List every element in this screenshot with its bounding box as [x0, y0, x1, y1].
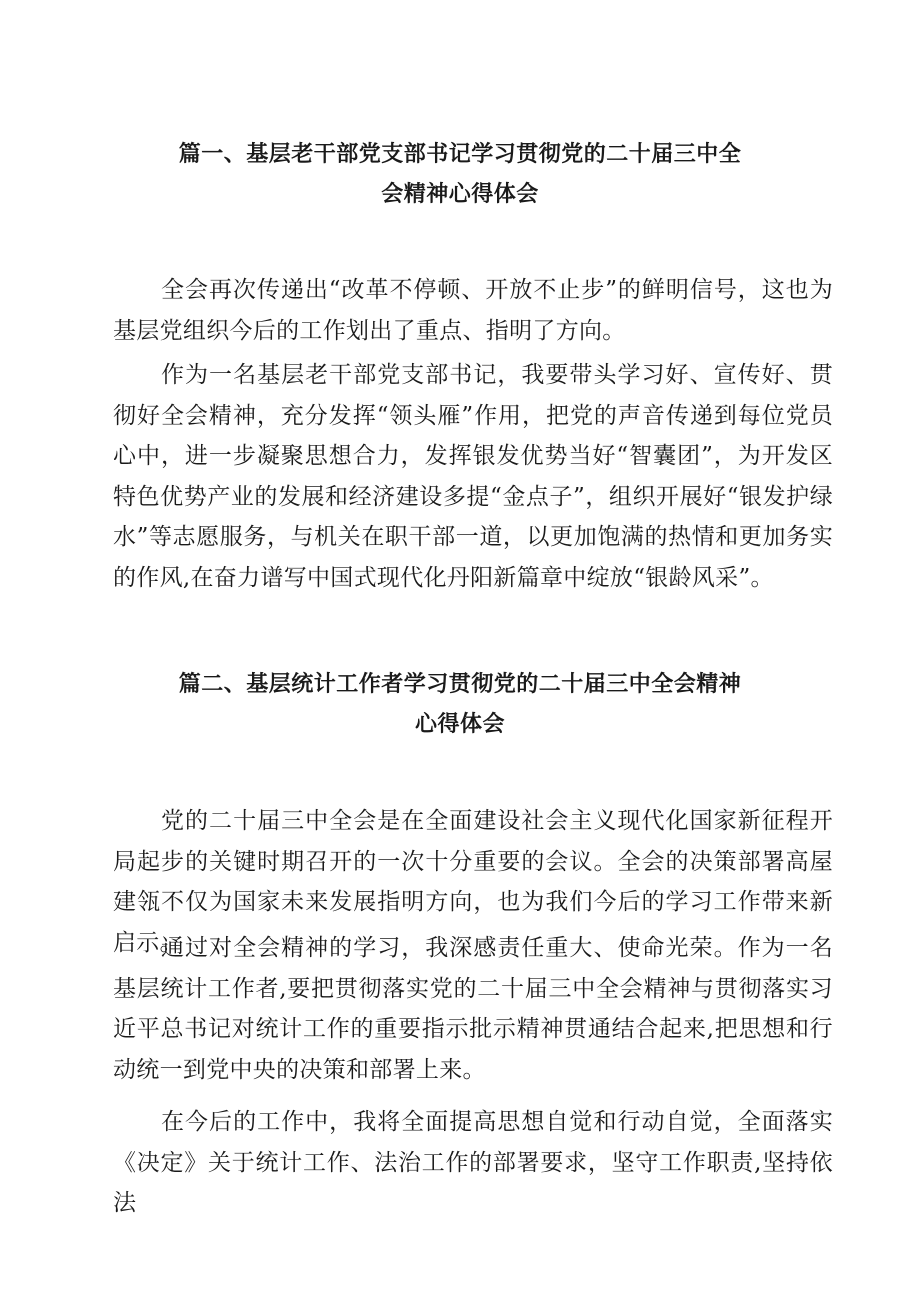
section-2-paragraph-1: 党的二十届三中全会是在全面建设社会主义现代化国家新征程开局起步的关键时期召开的一次十分重要的会议。全会的决策部署高屋建瓴不仅为国家未来发展指明方向，也为我们今后的学习工作带来新启示。 — [113, 808, 833, 956]
section-1-title — [0, 135, 920, 215]
section-2-title-line-2: 心得体会 — [414, 712, 505, 737]
section-2-title — [0, 665, 920, 745]
section-2-title-line-1: 篇二、基层统计工作者学习贯彻党的二十届三中全会精神 — [178, 672, 742, 697]
section-1-paragraph-2: 作为一名基层老干部党支部书记，我要带头学习好、宣传好、贯彻好全会精神，充分发挥“领头雁”作用，把党的声音传递到每位党员心中，进一步凝聚思想合力，发挥银发优势当好“智囊团”，为开发区特色优势产业的发展和经济建设多提“金点子”，组织开展好“银发护绿水”等志愿服务，与机关在职干部一道，以更加饱满的热情和更加务实的作风,在奋力谱写中国式现代化丹阳新篇章中绽放“银龄风采”。 — [113, 362, 833, 591]
section-2-paragraph-2: 通过对全会精神的学习，我深感责任重大、使命光荣。作为一名基层统计工作者,要把贯彻落实党的二十届三中全会精神与贯彻落实习近平总书记对统计工作的重要指示批示精神贯通结合起来,把思想和行动统一到党中央的决策和部署上来。 — [113, 935, 833, 1083]
section-1-title-line-1: 篇一、基层老干部党支部书记学习贯彻党的二十届三中全 — [178, 142, 742, 167]
section-2-paragraph-3: 在今后的工作中，我将全面提高思想自觉和行动自觉，全面落实《决定》关于统计工作、法治工作的部署要求，坚守工作职责,坚持依法 — [113, 1109, 833, 1216]
section-1-title-line-2: 会精神心得体会 — [381, 182, 539, 207]
section-1-paragraph-1: 全会再次传递出“改革不停顿、开放不止步”的鲜明信号，这也为基层党组织今后的工作划出了重点、指明了方向。 — [113, 277, 833, 344]
